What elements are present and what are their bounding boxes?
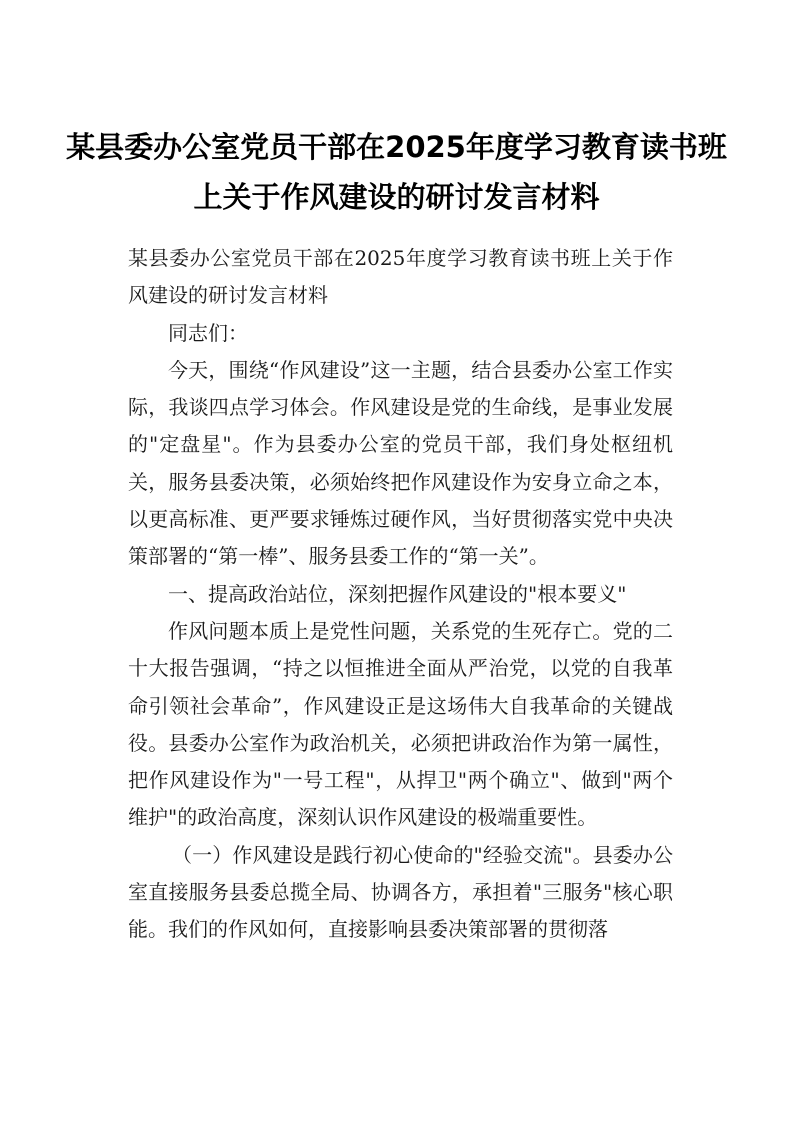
section-heading-1: 一、提高政治站位，深刻把握作风建设的"根本要义" (168, 581, 627, 606)
intro-paragraph: 今天，围绕“作风建设”这一主题，结合县委办公室工作实际，我谈四点学习体会。作风建设是党的生命线，是事业发展的"定盘星"。作为县委办公室的党员干部，我们身处枢纽机关，服务县委决策，必须始终把作风建设作为安身立命之本，以更高标准、更严要求锤炼过硬作风，当好贯彻落实党中央决策部署的“第一棒”、服务县委工作的“第一关”。 (128, 357, 673, 569)
salutation: 同志们： (168, 320, 248, 345)
repeated-title-paragraph: 某县委办公室党员干部在2025年度学习教育读书班上关于作风建设的研讨发言材料 (128, 246, 673, 308)
document-title: 某县委办公室党员干部在2025年度学习教育读书班上关于作风建设的研讨发言材料 (66, 130, 727, 214)
document-body (128, 240, 673, 949)
subsection-paragraph: （一）作风建设是践行初心使命的"经验交流"。县委办公室直接服务县委总揽全局、协调各方，承担着"三服务"核心职能。我们的作风如何，直接影响县委决策部署的贯彻落 (128, 842, 673, 942)
body-paragraph: 作风问题本质上是党性问题，关系党的生死存亡。党的二十大报告强调，“持之以恒推进全面从严治党，以党的自我革命引领社会革命”，作风建设正是这场伟大自我革命的关键战役。县委办公室作为政治机关，必须把讲政治作为第一属性，把作风建设作为"一号工程"，从捍卫"两个确立"、做到"两个维护"的政治高度，深刻认识作风建设的极端重要性。 (128, 618, 673, 830)
